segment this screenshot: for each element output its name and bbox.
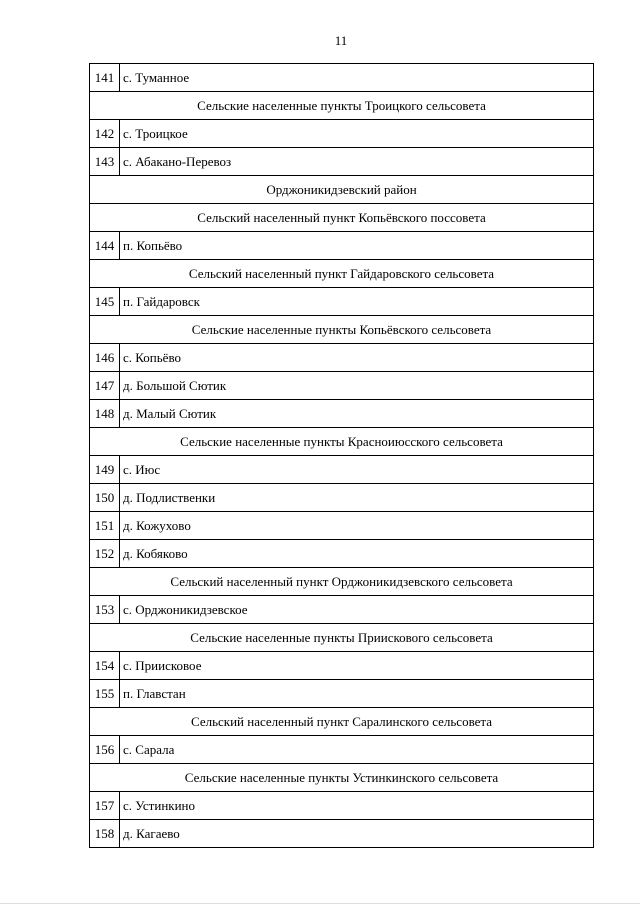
table-row: [90, 736, 594, 764]
table-row: [90, 652, 594, 680]
settlement-name: с. Устинкино: [120, 792, 594, 820]
settlement-name: п. Гайдаровск: [120, 288, 594, 316]
section-header-row: [90, 428, 594, 456]
row-number: 145: [90, 288, 120, 316]
table-row: [90, 820, 594, 848]
settlement-name: с. Копьёво: [120, 344, 594, 372]
table-row: [90, 400, 594, 428]
table-row: [90, 372, 594, 400]
table-row: [90, 484, 594, 512]
section-header-row: [90, 624, 594, 652]
settlement-name: с. Сарала: [120, 736, 594, 764]
table-row: [90, 792, 594, 820]
settlement-name: д. Кобяково: [120, 540, 594, 568]
table-row: [90, 64, 594, 92]
section-title: Сельские населенные пункты Троицкого сельсовета: [90, 92, 594, 120]
section-title: Сельские населенные пункты Красноиюсского сельсовета: [90, 428, 594, 456]
section-header-row: [90, 176, 594, 204]
section-header-row: [90, 92, 594, 120]
settlement-name: д. Кожухово: [120, 512, 594, 540]
table-row: [90, 232, 594, 260]
section-title: Сельские населенные пункты Копьёвского сельсовета: [90, 316, 594, 344]
settlement-name: п. Копьёво: [120, 232, 594, 260]
settlement-name: с. Абакано-Перевоз: [120, 148, 594, 176]
row-number: 152: [90, 540, 120, 568]
settlement-name: д. Подлиственки: [120, 484, 594, 512]
row-number: 144: [90, 232, 120, 260]
section-title: Сельский населенный пункт Орджоникидзевского сельсовета: [90, 568, 594, 596]
row-number: 151: [90, 512, 120, 540]
table-row: [90, 344, 594, 372]
row-number: 147: [90, 372, 120, 400]
section-title: Сельские населенные пункты Устинкинского сельсовета: [90, 764, 594, 792]
section-header-row: [90, 568, 594, 596]
section-title: Сельский населенный пункт Копьёвского поссовета: [90, 204, 594, 232]
section-header-row: [90, 260, 594, 288]
section-title: Сельский населенный пункт Гайдаровского сельсовета: [90, 260, 594, 288]
row-number: 148: [90, 400, 120, 428]
row-number: 156: [90, 736, 120, 764]
row-number: 153: [90, 596, 120, 624]
row-number: 143: [90, 148, 120, 176]
row-number: 141: [90, 64, 120, 92]
section-title: Сельские населенные пункты Приискового сельсовета: [90, 624, 594, 652]
section-title: Орджоникидзевский район: [90, 176, 594, 204]
row-number: 158: [90, 820, 120, 848]
settlement-name: д. Малый Сютик: [120, 400, 594, 428]
settlement-name: д. Большой Сютик: [120, 372, 594, 400]
settlement-name: с. Приисковое: [120, 652, 594, 680]
table-row: [90, 120, 594, 148]
section-header-row: [90, 708, 594, 736]
settlement-name: д. Кагаево: [120, 820, 594, 848]
row-number: 149: [90, 456, 120, 484]
settlement-name: с. Троицкое: [120, 120, 594, 148]
section-header-row: [90, 316, 594, 344]
settlement-name: с. Июс: [120, 456, 594, 484]
settlements-table-body: [90, 64, 594, 848]
row-number: 146: [90, 344, 120, 372]
page-number: 11: [334, 33, 348, 48]
section-title: Сельский населенный пункт Саралинского сельсовета: [90, 708, 594, 736]
settlement-name: с. Орджоникидзевское: [120, 596, 594, 624]
settlement-name: п. Главстан: [120, 680, 594, 708]
table-row: [90, 148, 594, 176]
table-row: [90, 540, 594, 568]
table-row: [90, 512, 594, 540]
section-header-row: [90, 764, 594, 792]
row-number: 150: [90, 484, 120, 512]
scan-edge-mark: [0, 903, 640, 904]
settlement-name: с. Туманное: [120, 64, 594, 92]
row-number: 157: [90, 792, 120, 820]
table-row: [90, 596, 594, 624]
row-number: 154: [90, 652, 120, 680]
settlements-table: [89, 63, 594, 848]
row-number: 142: [90, 120, 120, 148]
section-header-row: [90, 204, 594, 232]
table-row: [90, 680, 594, 708]
table-row: [90, 288, 594, 316]
table-row: [90, 456, 594, 484]
row-number: 155: [90, 680, 120, 708]
